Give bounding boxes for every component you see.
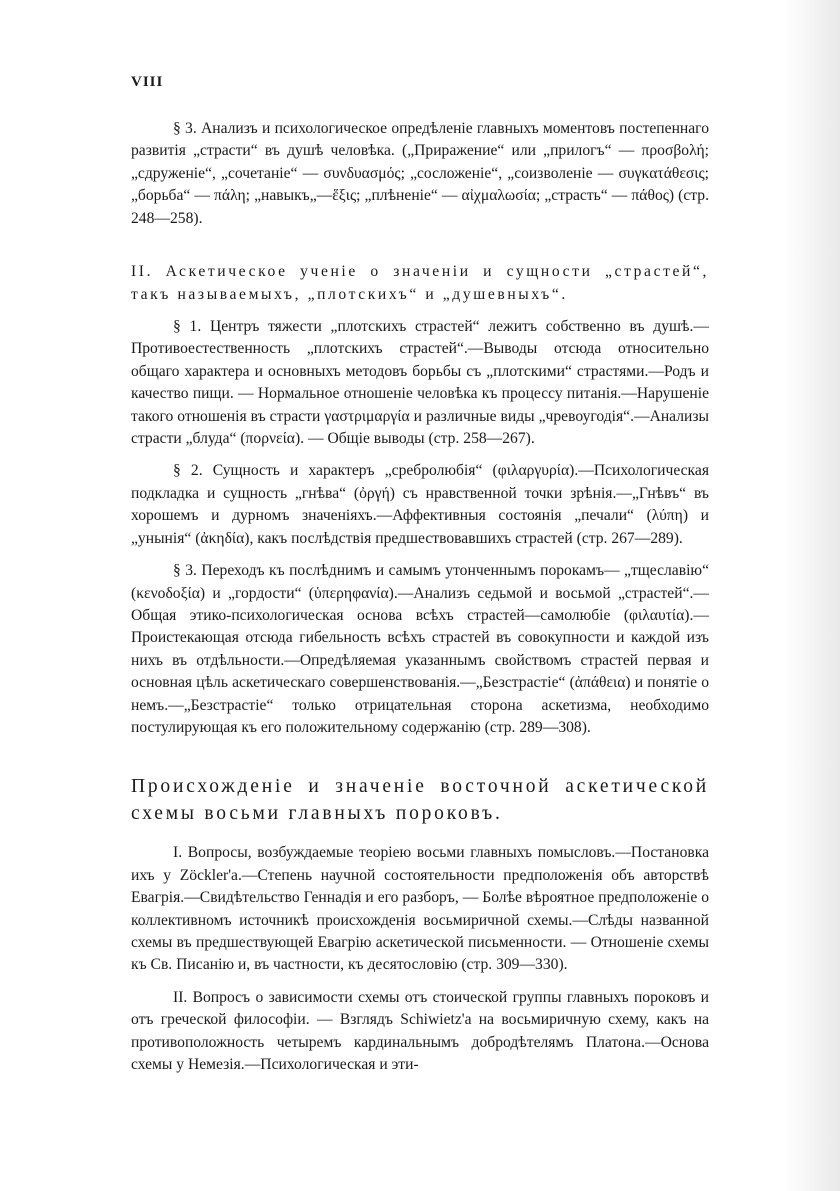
table-of-contents-body xyxy=(131,118,709,1076)
page-number: VIII xyxy=(131,74,164,90)
part-heading: Происхожденіе и значеніе восточной аскетической схемы восьми главныхъ пороковъ. xyxy=(131,776,709,825)
section-2-avarice-anger: § 2. Сущность и характеръ „сребролюбія“ (φιλαργυρία).—Психологическая подкладка и сущность „гнѣва“ (ὀργή) съ нравственной точки зрѣнія.—„Гнѣвъ“ въ хорошемъ и дурномъ значеніяхъ.—Аффективныя состоянія „печали“ (λύπη) и „унынія“ (ἀκηδία), какъ послѣдствія предшествовавшихъ страстей (стр. 267—289). xyxy=(131,462,709,547)
page-edge-shadow xyxy=(784,0,840,1191)
section-1-carnal-passions: § 1. Центръ тяжести „плотскихъ страстей“ лежитъ собственно въ душѣ.—Противоестественность „плотскихъ страстей“.—Выводы отсюда относительно общаго характера и основныхъ методовъ борьбы съ „плотскими“ страстями.—Родъ и качество пищи. — Нормальное отношеніе человѣка къ процессу питанія.—Нарушеніе такого отношенія въ страсти γαστριμαργία и различные виды „чревоугодія“.—Анализы страсти „блуда“ (πορνεία). — Общіе выводы (стр. 258—267). xyxy=(131,318,709,448)
section-3-vainglory-pride: § 3. Переходъ къ послѣднимъ и самымъ утонченнымъ порокамъ— „тщеславію“ (κενοδοξία) и „гордости“ (ὑπερηφανία).—Анализъ седьмой и восьмой „страстей“.—Общая этико-психологическая основа всѣхъ страстей—самолюбіе (φιλαυτία).—Проистекающая отсюда гибельность всѣхъ страстей въ совокупности и каждой изъ нихъ въ отдѣльности.—Опредѣляемая указаннымъ свойствомъ страстей первая и основная цѣль аскетическаго совершенствованія.—„Безстрастіе“ (ἀπάθεια) и понятіе о немъ.—„Безстрастіе“ только отрицательная сторона аскетизма, необходимо постулирующая къ его положительному содержанію (стр. 289—308). xyxy=(131,562,709,736)
part-i-questions: I. Вопросы, возбуждаемые теоріею восьми главныхъ помысловъ.—Постановка ихъ у Zöckler'a.—Степень научной состоятельности предположенія объ авторствѣ Евагрія.—Свидѣтельство Геннадія и его разборъ, — Болѣе вѣроятное предположеніе о коллективномъ источникѣ происхожденія восьмиричной схемы.—Слѣды названной схемы въ предшествующей Евагрію аскетической письменности. — Отношеніе схемы къ Св. Писанію и, въ частности, къ десятословію (стр. 309—330). xyxy=(131,844,709,974)
chapter-ii-heading: II. Аскетическое ученіе о значеніи и сущности „страстей“, такъ называемыхъ, „плотскихъ“ и „душевныхъ“. xyxy=(131,263,709,304)
section-3-passions-analysis: § 3. Анализъ и психологическое опредѣленіе главныхъ моментовъ постепеннаго развитія „страсти“ въ душѣ человѣка. („Приражение“ или „прилогъ“ — προσβολή; „сдруженіе“, „сочетаніе“ — συνδυασμός; „сосложеніе“, „соизволеніе — συγκατάθεσις; „борьба“ — πάλη; „навыкъ„—ἕξις; „плѣненіе“ — αἰχμαλωσία; „страсть“ — πάθος) (стр. 248—258). xyxy=(131,120,709,227)
part-ii-question: II. Вопросъ о зависимости схемы отъ стоической группы главныхъ пороковъ и отъ греческой философіи. — Взглядъ Schiwietz'a на восьмиричную схему, какъ на противоположность четыремъ кардинальнымъ добродѣтелямъ Платона.—Основа схемы у Немезія.—Психологическая и эти- xyxy=(131,988,709,1073)
